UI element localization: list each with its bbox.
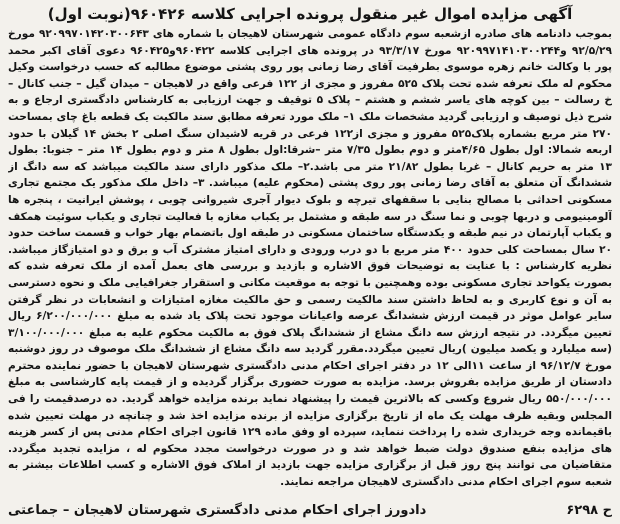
notice-footer bbox=[8, 502, 612, 520]
notice-code: ح ۶۲۹۸ bbox=[566, 503, 612, 518]
notice-body: بموجب دادنامه های صادره ازشعبه سوم دادگاه عمومی شهرستان لاهیجان با شماره های ۹۲۰۹۹۷۰۱۴۲۰۳۰۰۶۴۳ مورخ ۹۲/۵/۲۹ و۹۲۰۹۹۷۱۴۱۰۳۰۰۲۴۴ مورخ ۹۳/۳/۱۷ در پرونده های اجرایی کلاسه ۹۶۰۴۲۲و۹۶۰۴۲۵ دعوی آقای اکبر محمد پور با وکالت خانم زهره موسوی بطرفیت آقای رضا زمانی پور روی پشتی موضوع مطالبه که حسب درخواست وکیل محکوم له ملک تعرفه شده تحت پلاک ۵۲۵ مفروز و مجزی از ۱۲۲ فرعی واقع در لاهیجان – میدان گیل – جنب کانال – خ رسالت – بین کوچه های یاسر ششم و هشتم – پلاک ۵ توقیف و جهت ارزیابی به کارشناس دادگستری ارجاع و به شرح ذیل توصیف و ارزیابی گردید مشخصات ملک ۱– ملک مورد تعرفه مطابق سند مالکیت یک قطعه باغ چای بمساحت ۲۷۰ متر مربع بشماره پلاک۵۲۵ مفروز و مجزی از۱۲۲ فرعی در قریه لاشیدان سنگ اصلی ۲ بخش ۱۴ گیلان با حدود اربعه شمالا: اول بطول ۴/۶۵متر و دوم بطول ۷/۳۵ متر –شرقا:اول بطول ۸ متر و دوم بطول ۱۴ متر – جنوبا: بطول ۱۳ متر به حریم کانال – غربا بطول ۲۱/۸۲ متر می باشد.۲– ملک مذکور دارای سند مالکیت میباشد که سه دانگ از ششدانگ آن متعلق به آقای رضا زمانی پور روی پشتی (محکوم علیه) میباشد. ۳– داخل ملک مذکور یک مجتمع تجاری مسکونی احداثی با مصالح بنایی با سقفهای تیرچه و بلوک دیوار آجری شیروانی چوبی ، پوشش ایرانیت ، پنجره ها آلومینیومی و دربها چوبی و نما سنگ در سه طبقه و مشتمل بر یکباب مغازه با فعالیت تجاری و یکباب سوئیت همکف و یکباب آپارتمان در نیم طبقه و یکدستگاه ساختمان مسکونی در طبقه اول باتضمام بهار خواب و قسمت ساخت حدود ۲۰ سال بمساحت کلی حدود ۴۰۰ متر مربع با دو درب ورودی و دارای امتیاز مشترک آب و برق و دو امتیازگاز میباشد. نظریه کارشناس : با عنایت به توضیحات فوق الاشاره و بازدید و بررسی های بعمل آمده از ملک تعرفه شده که بصورت یکواحد تجاری مسکونی بوده وهمچنین با توجه به موقعیت مکانی و استقرار جغرافیایی ملک و نحوه دسترسی به آن و نوع کاربری و به لحاظ داشتن سند مالکیت رسمی و حق مالکیت مغازه امتیازات و انشعابات در نظر گرفتن سایر عوامل موثر در قیمت ارزش ششدانگ عرصه واعیانات موجود تحت پلاک یاد شده به مبلغ ۶/۲۰۰/۰۰۰/۰۰۰ ریال تعیین میگردد. در نتیجه ارزش سه دانگ مشاع از ششدانگ پلاک فوق به مالکیت محکوم علیه به مبلغ ۳/۱۰۰/۰۰۰/۰۰۰ (سه میلیارد و یکصد میلیون )ریال تعیین میگردد.مقرر گردید سه دانگ مشاع از ششدانگ ملک موصوف در روز دوشنبه مورخ ۹۶/۱۲/۷ از ساعت ۱۱الی ۱۲ در دفتر اجرای احکام مدنی دادگستری شهرستان لاهیجان با حضور نماینده محترم دادستان از طریق مزایده بفروش برسد. مزایده به صورت حضوری برگزار گردیده و از قیمت پایه کارشناسی به مبلغ ۵۵۰/۰۰۰/۰۰۰ ریال شروع وکسی که بالاترین قیمت را پیشنهاد نماید برنده مزایده خواهد گردید. ده درصدقیمت را فی المجلس وبقیه ظرف مهلت یک ماه از تاریخ برگزاری مزایده از برنده مزایده اخذ شد و چنانچه در مهلت تعیین شده باقیمانده وجه خریداری شده را پرداخت ننماید، سپرده او وفق ماده ۱۲۹ قانون اجرای احکام مدنی پس از کسر هزینه های مزایده بنفع صندوق دولت ضبط خواهد شد و در صورت درخواست مجدد محکوم له ، مزایده تجدید میگردد. متقاضیان می توانند پنج روز قبل از برگزاری مزایده جهت بازدید از املاک فوق الاشاره و کسب اطلاعات بیشتر به شعبه سوم اجرای احکام مدنی دادگستری لاهیجان مراجعه نمایند. bbox=[8, 28, 612, 489]
notice-signature: دادورز اجرای احکام مدنی دادگستری شهرستان لاهیجان – جماعتی bbox=[8, 503, 427, 518]
notice-title: آگهی مزایده اموال غیر منقول پرونده اجرایی کلاسه ۹۶۰۴۲۶(نوبت اول) bbox=[47, 5, 573, 23]
